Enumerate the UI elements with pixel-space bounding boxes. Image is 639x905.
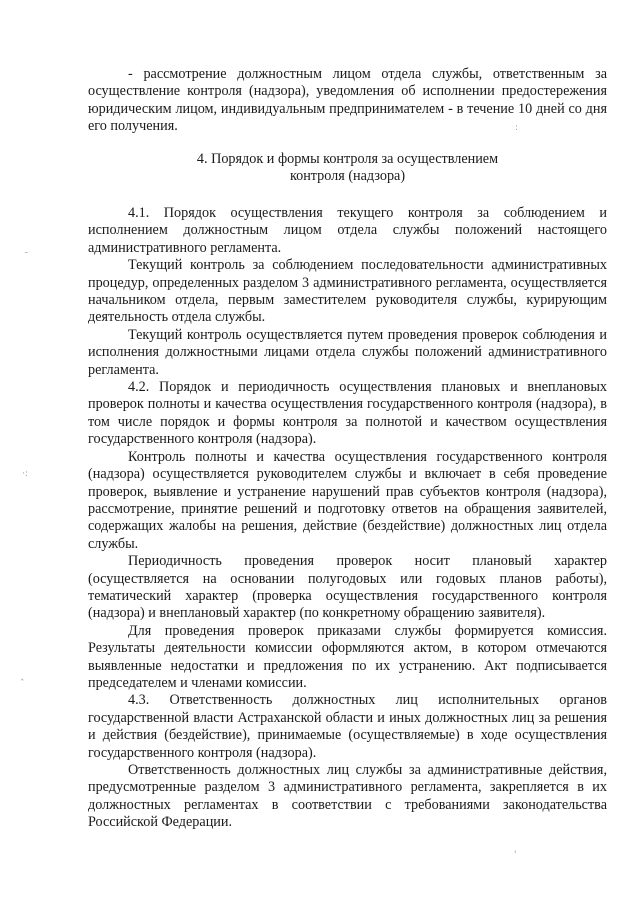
intro-paragraph (88, 66, 607, 136)
scan-mark: ·: (22, 469, 28, 479)
scan-mark: : (515, 123, 519, 133)
paragraph-completeness-control: Контроль полноты и качества осуществления государственного контроля (надзора) осуществляется руководителем службы и включает в себя проведение проверок, выявление и устранение нарушений прав субъектов контроля (надзора), рассмотрение, принятие решений и подготовку ответов на обращения заявителей, содержащих жалобы на решения, действие (бездействие) должностных лиц отдела службы. (88, 448, 607, 552)
paragraph-4-3: 4.3. Ответственность должностных лиц исполнительных органов государственной власти Астраханской области и иных должностных лиц за решения и действия (бездействие), принимаемые (осуществляемые) в ходе осуществления государственного контроля (надзора). (88, 692, 607, 761)
section-4-body (88, 205, 607, 832)
paragraph-current-control: Текущий контроль за соблюдением последовательности административных процедур, определенных разделом 3 административного регламента, осуществляется начальником отдела, первым заместителем руководителя службы, курирующим деятельность отдела службы. (88, 257, 607, 326)
intro-text: - рассмотрение должностным лицом отдела службы, ответственным за осуществление контроля (надзора), уведомления об исполнении предостережения юридическим лицом, индивидуальным предпринимателем - в течение 10 дней со дня его получения. (88, 66, 607, 135)
paragraph-control-checks: Текущий контроль осуществляется путем проведения проверок соблюдения и исполнения должностными лицами отдела службы положений административного регламента. (88, 326, 607, 378)
paragraph-4-1: 4.1. Порядок осуществления текущего контроля за соблюдением и исполнением должностным лицом отдела службы положений настоящего административного регламента. (88, 205, 607, 256)
section-4-heading-line-2: контроля (надзора) (289, 168, 406, 185)
section-4-heading (88, 151, 607, 186)
scan-mark: ' (514, 850, 517, 860)
paragraph-responsibility: Ответственность должностных лиц службы за административные действия, предусмотренные разделом 3 административного регламента, закрепляется в их должностных регламентах в соответствии с требованиями законодательства Российской Федерации. (88, 762, 607, 831)
scan-mark: ˜ (24, 252, 29, 262)
paragraph-4-2: 4.2. Порядок и периодичность осуществления плановых и внеплановых проверок полноты и качества осуществления государственного контроля (надзора), в том числе порядок и формы контроля за полнотой и качеством осуществления государственного контроля (надзора). (88, 379, 607, 448)
section-4-heading-line-1: 4. Порядок и формы контроля за осуществлением (196, 151, 499, 167)
scan-mark: ˆ (20, 679, 25, 689)
paragraph-commission: Для проведения проверок приказами службы формируется комиссия. Результаты деятельности комиссии оформляются актом, в котором отмечаются выявленные недостатки и предложения по их устранению. Акт подписывается председателем и членами комиссии. (88, 622, 607, 691)
paragraph-periodicity: Периодичность проведения проверок носит плановый характер (осуществляется на основании полугодовых или годовых планов работы), тематический характер (проверка осуществления государственного контроля (надзора) и внеплановый характер (по конкретному обращению заявителя). (88, 553, 607, 622)
